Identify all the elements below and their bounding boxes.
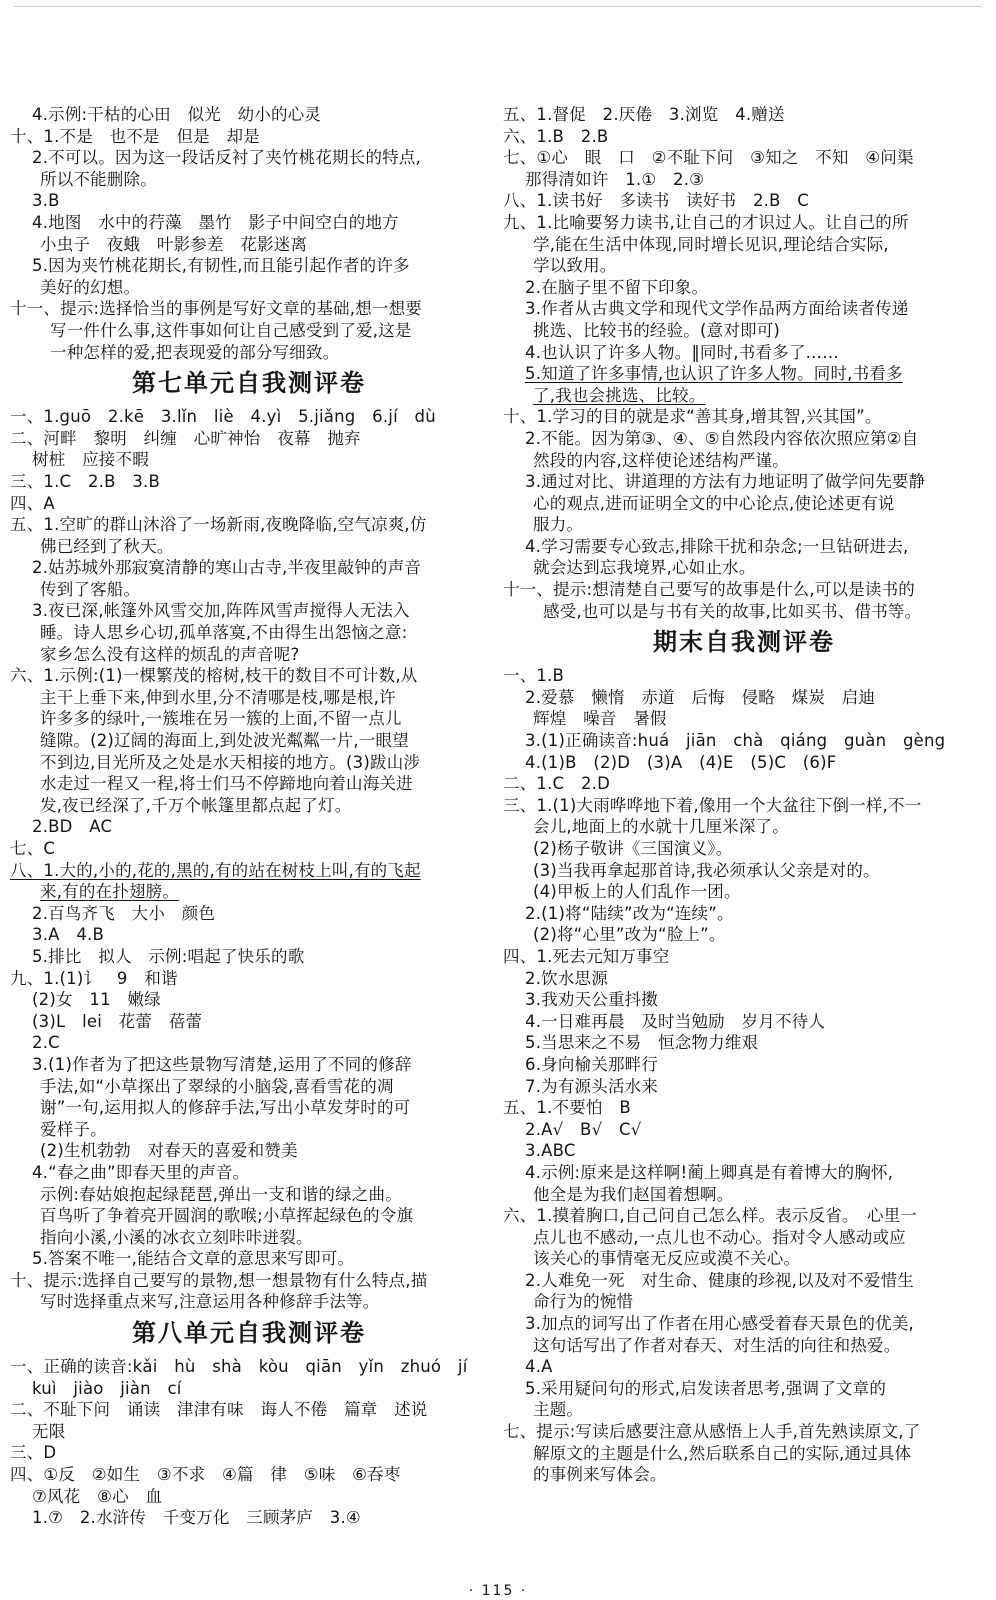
answer-line: 一种怎样的爱,把表现爱的部分写细致。 [50, 342, 340, 362]
answer-line: 写时选择重点来写,注意运用各种修辞手法等。 [40, 1292, 380, 1312]
answer-line: 2.饮水思源 [525, 968, 608, 988]
answer-line: 学以致用。 [533, 256, 617, 276]
answer-line: 六、1.B 2.B [503, 126, 609, 146]
answer-line: 指向小溪,小溪的冰衣立刻咔咔迸裂。 [40, 1227, 313, 1247]
answer-line: kuì jiào jiàn cí [32, 1378, 182, 1398]
answer-line: 2.百鸟齐飞 大小 颜色 [32, 903, 216, 923]
answer-line: (2)生机勃勃 对春天的喜爱和赞美 [40, 1141, 298, 1161]
answer-line: 二、河畔 黎明 纠缠 心旷神怡 夜幕 抛弃 [10, 428, 361, 448]
answer-line: 二、1.C 2.D [503, 774, 611, 794]
answer-line: 1.⑦ 2.水浒传 千变万化 三顾茅庐 3.④ [32, 1508, 361, 1528]
answer-line: 了,我也会挑选、比较。 [533, 385, 706, 405]
answer-line: 五、1.不要怕 B [503, 1098, 631, 1118]
answer-line: 那得清如许 1.① 2.③ [525, 169, 705, 189]
answer-line: 十一、提示:选择恰当的事例是写好文章的基础,想一想要 [10, 299, 423, 319]
answer-line: 4.示例:干枯的心田 似光 幼小的心灵 [32, 105, 322, 124]
answer-line: 树桩 应接不暇 [32, 450, 149, 470]
answer-line: 学,能在生活中体现,同时增长见识,理论结合实际, [533, 234, 889, 254]
answer-line: 三、1.(1)大雨哗哗地下着,像用一个大盆往下倒一样,不一 [503, 795, 922, 815]
answer-line: 五、1.空旷的群山沐浴了一场新雨,夜晚降临,空气凉爽,仿 [10, 515, 427, 535]
answer-line: 5.答案不唯一,能结合文章的意思来写即可。 [32, 1249, 355, 1269]
answer-line: 然段的内容,这样使论述结构严谨。 [533, 450, 789, 470]
answer-line: 3.作者从古典文学和现代文学作品两方面给读者传递 [525, 299, 909, 319]
answer-line: 4.地图 水中的荇藻 墨竹 影子中间空白的地方 [32, 212, 399, 232]
answer-line: 4.“春之曲”即春天里的声音。 [32, 1162, 250, 1182]
answer-line: 6.身向榆关那畔行 [525, 1054, 659, 1074]
answer-line: 传到了客船。 [40, 579, 141, 599]
answer-line: 4.示例:原来是这样啊!蔺上卿真是有着博大的胸怀, [525, 1162, 894, 1182]
answer-line: 睡。诗人思乡心切,孤单落寞,不由得生出怨恼之意: [40, 623, 408, 643]
answer-line: 三、1.C 2.B 3.B [10, 471, 160, 491]
section-heading: 第八单元自我测评卷 [132, 1319, 366, 1348]
answer-line: 十、提示:选择自己要写的景物,想一想景物有什么特点,描 [10, 1270, 428, 1290]
answer-line: 无限 [32, 1421, 66, 1441]
answer-line: 辉煌 噪音 暑假 [533, 709, 667, 729]
answer-line: 解原文的主题是什么,然后联系自己的实际,通过具体 [533, 1443, 912, 1463]
answer-line: 3.我劝天公重抖擞 [525, 990, 659, 1010]
answer-line: 一、1.guō 2.kē 3.lǐn liè 4.yì 5.jiǎng 6.jí dù [10, 407, 436, 427]
top-rule [14, 6, 982, 7]
answer-line: 六、1.示例:(1)一棵繁茂的榕树,枝干的数目不可计数,从 [10, 666, 418, 686]
answer-line: 十、1.不是 也不是 但是 却是 [10, 126, 260, 146]
answer-line: 5.排比 拟人 示例:唱起了快乐的歌 [32, 946, 305, 966]
answer-line: 七、提示:写读后感要注意从感悟上人手,首先熟读原文,了 [503, 1422, 921, 1442]
answer-line: 四、A [10, 493, 55, 513]
answer-line: 会儿,地面上的水就十几厘米深了。 [533, 817, 789, 837]
answer-line: 3.加点的词写出了作者在用心感受着春天景色的优美, [525, 1314, 914, 1334]
answer-column-left [10, 104, 488, 1529]
answer-line: 该关心的事情毫无反应或漠不关心。 [533, 1249, 801, 1269]
answer-line: 美好的幻想。 [40, 277, 141, 297]
answer-line: (4)甲板上的人们乱作一团。 [533, 882, 741, 902]
answer-line: 谢”一句,运用拟人的修辞手法,写出小草发芽时的可 [40, 1098, 411, 1118]
answer-line: 心的观点,进而证明全文的中心论点,使论述更有说 [533, 493, 895, 513]
answer-line: 写一件什么事,这件事如何让自己感受到了爱,这是 [50, 320, 412, 340]
answer-line: 2.A√ B√ C√ [525, 1119, 642, 1139]
answer-line: 九、1.(1)讠 9 和谐 [10, 968, 178, 988]
answer-line: 2.不可以。因为这一段话反衬了夹竹桃花期长的特点, [32, 148, 421, 168]
page-number: · 115 · [468, 1583, 528, 1599]
answer-line: 5.知道了许多事情,也认识了许多人物。同时,书看多 [525, 364, 903, 384]
answer-line: ⑦风花 ⑧心 血 [32, 1486, 163, 1506]
answer-line: 命行为的惋惜 [533, 1292, 634, 1312]
answer-line: 佛已经到了秋天。 [40, 536, 174, 556]
answer-line: 5.采用疑问句的形式,启发读者思考,强调了文章的 [525, 1378, 887, 1398]
answer-line: 小虫子 夜蛾 叶影参差 花影迷离 [40, 234, 308, 254]
answer-line: 5.因为夹竹桃花期长,有韧性,而且能引起作者的许多 [32, 256, 410, 276]
answer-line: 十一、提示:想清楚自己要写的故事是什么,可以是读书的 [503, 580, 916, 600]
answer-line: 二、不耻下问 诵读 津津有味 诲人不倦 篇章 述说 [10, 1400, 428, 1420]
answer-line: 主干上垂下来,伸到水里,分不清哪是枝,哪是根,许 [40, 687, 396, 707]
answer-line: 挑选、比较书的经验。(意对即可) [533, 320, 781, 340]
answer-line: 发,夜已经深了,千万个帐篷里都点起了灯。 [40, 795, 352, 815]
answer-line: 3.ABC [525, 1141, 576, 1161]
answer-line: 点儿也不感动,一点儿也不动心。指对令人感动或应 [533, 1227, 906, 1247]
answer-line: 一、1.B [503, 666, 565, 686]
answer-line: 7.为有源头活水来 [525, 1076, 659, 1096]
answer-line: 3.(1)正确读音:huá jiān chà qiáng guàn gèng [525, 731, 946, 751]
answer-line: (3)当我再拿起那首诗,我必须承认父亲是对的。 [533, 860, 880, 880]
answer-line: 爱样子。 [40, 1119, 107, 1139]
answer-line: 2.C [32, 1033, 60, 1053]
answer-line: 许多多的绿叶,一簇堆在另一簇的上面,不留一点儿 [40, 709, 402, 729]
answer-line: 九、1.比喻要努力读书,让自己的才识过人。让自己的所 [503, 212, 909, 232]
answer-line: (2)杨子敬讲《三国演义》。 [533, 839, 733, 858]
answer-line: 五、1.督促 2.厌倦 3.浏览 4.赠送 [503, 105, 785, 124]
answer-line: 四、1.死去元知万事空 [503, 946, 670, 966]
answer-line: (3)L lei 花蕾 蓓蕾 [32, 1011, 203, 1031]
answer-line: 服力。 [533, 515, 584, 535]
answer-line: 他全是为我们赵国着想啊。 [533, 1184, 734, 1204]
answer-line: 2.人难免一死 对生命、健康的珍视,以及对不爱惜生 [525, 1270, 914, 1290]
answer-line: 主题。 [533, 1400, 584, 1420]
answer-line: 示例:春姑娘抱起绿琵琶,弹出一支和谐的绿之曲。 [40, 1184, 402, 1204]
answer-line: 八、1.读书好 多读书 读好书 2.B C [503, 191, 810, 211]
answer-line: (2)女 11 嫩绿 [32, 990, 161, 1010]
answer-line: 2.(1)将“陆续”改为“连续”。 [525, 903, 734, 923]
answer-line: 家乡怎么没有这样的烦乱的声音呢? [40, 644, 300, 664]
answer-line: 七、①心 眼 口 ②不耻下问 ③知之 不知 ④问渠 [503, 148, 914, 168]
section-heading: 期末自我测评卷 [653, 628, 835, 657]
answer-line: 缝隙。(2)辽阔的海面上,到处波光粼粼一片,一眼望 [40, 731, 409, 751]
answer-line: 来,有的在扑翅膀。 [40, 882, 180, 902]
answer-line: 3.夜已深,帐篷外风雪交加,阵阵风雪声搅得人无法入 [32, 601, 410, 621]
answer-line: 三、D [10, 1443, 57, 1463]
answer-line: 六、1.摸着胸口,自己问自己怎么样。表示反省。 心里一 [503, 1206, 918, 1226]
answer-line: 四、①反 ②如生 ③不求 ④篇 律 ⑤味 ⑥吞枣 [10, 1465, 401, 1485]
answer-line: 4.A [525, 1357, 553, 1377]
answer-line: 这句话写出了作者对春天、对生活的向往和热爱。 [533, 1335, 901, 1355]
answer-line: 所以不能删除。 [40, 169, 157, 189]
answer-line: 八、1.大的,小的,花的,黑的,有的站在树枝上叫,有的飞起 [10, 860, 421, 880]
answer-line: 手法,如“小草探出了翠绿的小脑袋,喜看雪花的凋 [40, 1076, 394, 1096]
answer-line: 的事例来写体会。 [533, 1465, 667, 1485]
answer-line: 5.当思来之不易 恒念物力维艰 [525, 1033, 759, 1053]
answer-column-right [503, 104, 985, 1486]
answer-line: 水走过一程又一程,将士们马不停蹄地向着山海关进 [40, 774, 413, 794]
answer-line: 2.爱慕 懒惰 赤道 后悔 侵略 煤炭 启迪 [525, 687, 876, 707]
answer-line: 感受,也可以是与书有关的故事,比如买书、借书等。 [543, 601, 922, 621]
answer-line: 百鸟听了争着亮开圆润的歌喉;小草挥起绿色的令旗 [40, 1206, 414, 1226]
answer-line: 不到边,目光所及之处是水天相接的地方。(3)跋山涉 [40, 752, 421, 772]
answer-line: 一、正确的读音:kǎi hù shà kòu qiān yǐn zhuó jí [10, 1357, 468, 1377]
answer-line: 2.BD AC [32, 817, 113, 837]
answer-line: 3.通过对比、讲道理的方法有力地证明了做学问先要静 [525, 472, 926, 492]
answer-line: 4.一日难再晨 及时当勉励 岁月不待人 [525, 1011, 826, 1031]
answer-line: (2)将“心里”改为“脸上”。 [533, 925, 726, 945]
section-heading: 第七单元自我测评卷 [132, 369, 366, 398]
answer-line: 2.不能。因为第③、④、⑤自然段内容依次照应第②自 [525, 428, 919, 448]
answer-line: 3.B [32, 191, 60, 211]
answer-line: 就会达到忘我境界,心如止水。 [533, 558, 756, 578]
answer-line: 3.A 4.B [32, 925, 104, 945]
answer-line: 4.(1)B (2)D (3)A (4)E (5)C (6)F [525, 752, 837, 772]
answer-line: 2.在脑子里不留下印象。 [525, 277, 709, 297]
answer-line: 4.也认识了许多人物。‖同时,书看多了…… [525, 342, 839, 362]
answer-line: 十、1.学习的目的就是求“善其身,增其智,兴其国”。 [503, 407, 882, 427]
answer-line: 4.学习需要专心致志,排除干扰和杂念;一旦钻研进去, [525, 536, 909, 556]
answer-line: 2.姑苏城外那寂寞清静的寒山古寺,半夜里敲钟的声音 [32, 558, 421, 578]
answer-line: 七、C [10, 839, 56, 858]
answer-line: 3.(1)作者为了把这些景物写清楚,运用了不同的修辞 [32, 1054, 412, 1074]
